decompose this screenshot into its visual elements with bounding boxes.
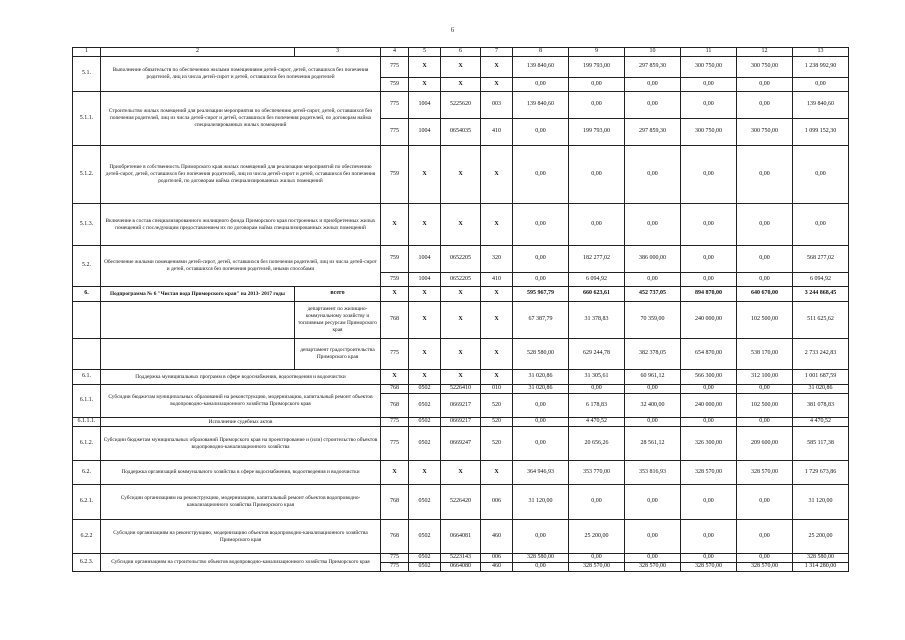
table-cell: X	[481, 302, 513, 339]
table-body	[73, 57, 849, 572]
table-row	[73, 246, 849, 273]
table-cell: 1 238 992,90	[793, 57, 849, 78]
table-cell: 328 570,00	[681, 563, 737, 572]
table-cell: 25 200,00	[569, 520, 625, 554]
table-cell: 1 001 687,59	[793, 370, 849, 385]
table-cell: 759	[381, 273, 409, 287]
table-cell: 0,00	[569, 204, 625, 246]
table-cell: X	[409, 57, 441, 78]
table-cell: 775	[381, 57, 409, 78]
table-row	[73, 461, 849, 485]
table-cell: 0669217	[441, 394, 481, 418]
table-cell: 0,00	[625, 146, 681, 204]
table-cell: X	[441, 204, 481, 246]
table-cell: 1004	[409, 119, 441, 146]
table-cell: 0502	[409, 394, 441, 418]
table-cell: Исполнение судебных актов	[101, 418, 381, 427]
table-cell: 3 244 868,45	[793, 287, 849, 302]
table-cell: 300 750,00	[681, 57, 737, 78]
table-cell: 0,00	[513, 563, 569, 572]
table-cell: 6.1.2.	[73, 427, 101, 461]
table-cell: 768	[381, 394, 409, 418]
table-cell: 640 670,00	[737, 287, 793, 302]
table-cell: 520	[481, 427, 513, 461]
table-row	[73, 427, 849, 461]
table-cell	[101, 339, 295, 370]
table-cell: 1004	[409, 92, 441, 119]
table-cell: 5225620	[441, 92, 481, 119]
table-cell: всего	[295, 287, 381, 302]
table-cell: X	[409, 78, 441, 92]
table-cell: X	[441, 287, 481, 302]
table-cell: 410	[481, 119, 513, 146]
column-number: 4	[381, 48, 409, 57]
table-cell: 0,00	[513, 246, 569, 273]
table-cell: 768	[381, 385, 409, 394]
table-cell: 199 793,00	[569, 119, 625, 146]
table-cell: 6.2.	[73, 461, 101, 485]
table-cell: X	[409, 339, 441, 370]
table-cell: 0,00	[737, 520, 793, 554]
table-cell: Субсидии организациям на реконструкцию, модернизацию, капитальный ремонт объектов водопроводно-канализационного хозяйства Приморского края	[101, 485, 381, 520]
table-cell: 0,00	[737, 246, 793, 273]
table-cell: 0,00	[737, 485, 793, 520]
table-cell: 775	[381, 554, 409, 563]
table-cell: X	[481, 461, 513, 485]
table-cell: 328 570,00	[737, 461, 793, 485]
table-cell: 0502	[409, 418, 441, 427]
table-cell: 1 099 152,30	[793, 119, 849, 146]
table-cell: 31 305,61	[569, 370, 625, 385]
table-cell: 5223143	[441, 554, 481, 563]
table-row	[73, 418, 849, 427]
table-cell: 328 580,00	[513, 554, 569, 563]
table-cell: 759	[381, 78, 409, 92]
table-cell: 60 961,12	[625, 370, 681, 385]
table-row	[73, 520, 849, 554]
column-number: 11	[681, 48, 737, 57]
table-cell: 32 400,00	[625, 394, 681, 418]
table-cell: 20 656,26	[569, 427, 625, 461]
table-cell: 566 300,00	[681, 370, 737, 385]
table-cell: 0502	[409, 554, 441, 563]
table-cell: 0,00	[513, 204, 569, 246]
table-cell: X	[441, 461, 481, 485]
table-cell: 139 840,60	[513, 57, 569, 78]
table-cell: 0,00	[569, 78, 625, 92]
table-cell: 759	[381, 146, 409, 204]
table-cell: 0502	[409, 427, 441, 461]
table-cell: 312 100,00	[737, 370, 793, 385]
table-row	[73, 92, 849, 119]
table-cell: 410	[481, 273, 513, 287]
table-cell: 003	[481, 92, 513, 119]
table-cell: 0,00	[737, 146, 793, 204]
column-number: 10	[625, 48, 681, 57]
table-cell: 0,00	[681, 204, 737, 246]
table-cell: Подпрограмма № 6 "Чистая вода Приморского края" на 2013- 2017 годы	[101, 287, 295, 302]
column-number: 6	[441, 48, 481, 57]
table-cell: 328 570,00	[737, 563, 793, 572]
column-number: 5	[409, 48, 441, 57]
table-cell: 1 314 280,00	[793, 563, 849, 572]
table-cell: 568 277,02	[793, 246, 849, 273]
table-cell: 595 967,79	[513, 287, 569, 302]
table-cell: 297 859,30	[625, 119, 681, 146]
table-cell: X	[441, 57, 481, 78]
table-cell: Строительство жилых помещений для реализации мероприятия по обеспечению детей-сирот, детей, оставшихся без попечения родителей, лиц из числа детей-сирот и детей, оставшихся без попечения родителей, по договорам найма специализированных жилых помещений	[101, 92, 381, 146]
column-number-row	[73, 48, 849, 57]
table-cell: 0,00	[737, 385, 793, 394]
table-cell: 0,00	[569, 385, 625, 394]
table-cell: X	[481, 78, 513, 92]
table-cell: 0,00	[681, 246, 737, 273]
table-cell: X	[481, 339, 513, 370]
table-cell: 0,00	[793, 146, 849, 204]
table-cell: 0664081	[441, 520, 481, 554]
table-cell: 0,00	[513, 427, 569, 461]
table-cell: X	[441, 146, 481, 204]
table-cell: 209 600,00	[737, 427, 793, 461]
table-cell: 4 470,52	[793, 418, 849, 427]
table-cell: 520	[481, 418, 513, 427]
table-cell: 0,00	[513, 146, 569, 204]
table-cell: 654 870,00	[681, 339, 737, 370]
table-cell: 0,00	[681, 146, 737, 204]
table-cell: 0664080	[441, 563, 481, 572]
table-cell: 31 020,86	[513, 370, 569, 385]
table-cell: 297 859,30	[625, 57, 681, 78]
table-cell: X	[381, 204, 409, 246]
table-cell: 0,00	[513, 273, 569, 287]
table-cell: 759	[381, 246, 409, 273]
table-cell: 520	[481, 394, 513, 418]
table-cell: 006	[481, 485, 513, 520]
table-cell: 320	[481, 246, 513, 273]
table-cell: 1004	[409, 246, 441, 273]
table-cell: 0652205	[441, 246, 481, 273]
table-cell: 0669217	[441, 418, 481, 427]
table-cell: 0,00	[681, 273, 737, 287]
column-number: 2	[101, 48, 295, 57]
table-cell: 629 244,78	[569, 339, 625, 370]
table-cell: 139 840,60	[513, 92, 569, 119]
table-cell: 1 729 673,86	[793, 461, 849, 485]
table-cell: 6.1.	[73, 370, 101, 385]
table-cell: 460	[481, 520, 513, 554]
table-cell: 0,00	[625, 273, 681, 287]
table-cell: 0,00	[681, 554, 737, 563]
table-cell: 0502	[409, 485, 441, 520]
table-cell: 775	[381, 418, 409, 427]
table-cell: 0,00	[681, 385, 737, 394]
table-cell: 328 570,00	[625, 563, 681, 572]
table-cell: 0,00	[681, 78, 737, 92]
table-cell: 660 623,61	[569, 287, 625, 302]
table-cell: 0,00	[569, 485, 625, 520]
table-cell: 6.1.1.	[73, 385, 101, 418]
table-row	[73, 339, 849, 370]
table-cell: 240 000,00	[681, 394, 737, 418]
table-row	[73, 485, 849, 520]
table-cell: 775	[381, 563, 409, 572]
table-row	[73, 146, 849, 204]
table-cell: X	[441, 78, 481, 92]
table-cell: 5226410	[441, 385, 481, 394]
table-cell: 768	[381, 302, 409, 339]
table-cell: Субсидии организациям на строительство объектов водопроводно-канализационного хозяйства Приморского края	[101, 554, 381, 572]
table-cell: 382 378,05	[625, 339, 681, 370]
table-cell: 300 750,00	[737, 119, 793, 146]
table-cell: 139 840,60	[793, 92, 849, 119]
table-cell: 5.1.3.	[73, 204, 101, 246]
table-cell: X	[409, 146, 441, 204]
table-cell: 0,00	[737, 204, 793, 246]
table-cell: X	[409, 204, 441, 246]
table-cell: 2 733 242,83	[793, 339, 849, 370]
table-cell: 6.2.1.	[73, 485, 101, 520]
table-cell: X	[409, 370, 441, 385]
table-cell: 585 117,38	[793, 427, 849, 461]
table-cell: 102 500,00	[737, 394, 793, 418]
table-cell: 25 200,00	[793, 520, 849, 554]
table-cell: 0,00	[625, 92, 681, 119]
table-cell: департамент по жилищно-коммунальному хозяйству и топливным ресурсам Приморского края	[295, 302, 381, 339]
table-cell: 31 120,00	[513, 485, 569, 520]
table-cell: 1004	[409, 273, 441, 287]
table-cell: 102 500,00	[737, 302, 793, 339]
table-cell: 70 359,00	[625, 302, 681, 339]
table-row	[73, 287, 849, 302]
table-cell: 0,00	[569, 92, 625, 119]
table-cell: 328 570,00	[681, 461, 737, 485]
table-cell: 300 750,00	[681, 119, 737, 146]
table-cell: X	[441, 302, 481, 339]
table-cell: 5226420	[441, 485, 481, 520]
table-cell: 0,00	[625, 385, 681, 394]
table-cell: Обеспечение жилыми помещениями детей-сирот, детей, оставшихся без попечения родителей, лиц из числа детей-сирот и детей, оставшихся без попечения родителей, иными способами	[101, 246, 381, 287]
table-row	[73, 302, 849, 339]
table-cell: 4 470,52	[569, 418, 625, 427]
table-cell: 6 094,92	[793, 273, 849, 287]
table-cell: 326 300,00	[681, 427, 737, 461]
table-cell: 768	[381, 520, 409, 554]
table-cell: 775	[381, 92, 409, 119]
table-cell: Приобретение в собственность Приморского края жилых помещений для реализации мероприятий по обеспечению детей-сирот, детей, оставшихся без попечения родителей, лиц из числа детей-сирот и детей, оставшихся без попечения родителей, по договорам найма специализированных жилых помещений	[101, 146, 381, 204]
table-cell: 28 561,12	[625, 427, 681, 461]
table-row	[73, 204, 849, 246]
table-cell: 0502	[409, 563, 441, 572]
table-cell: 0,00	[793, 78, 849, 92]
table-cell: 0,00	[625, 78, 681, 92]
table-cell: 0,00	[737, 418, 793, 427]
table-cell: X	[409, 287, 441, 302]
table-cell: 0502	[409, 520, 441, 554]
table-cell: X	[409, 302, 441, 339]
column-number: 9	[569, 48, 625, 57]
table-cell: 006	[481, 554, 513, 563]
table-cell: Поддержка муниципальных программ в сфере водоснабжения, водоотведения и водоочистки	[101, 370, 381, 385]
table-cell: X	[409, 461, 441, 485]
table-cell: 0654035	[441, 119, 481, 146]
table-cell: 0,00	[681, 520, 737, 554]
table-cell: 0,00	[625, 204, 681, 246]
table-cell: X	[441, 339, 481, 370]
table-cell: 5.1.	[73, 57, 101, 92]
table-cell: 511 625,62	[793, 302, 849, 339]
table-cell: X	[381, 461, 409, 485]
table-cell: 31 120,00	[793, 485, 849, 520]
table-cell: 0,00	[625, 520, 681, 554]
table-cell: 67 387,79	[513, 302, 569, 339]
table-cell: 775	[381, 427, 409, 461]
table-row	[73, 554, 849, 563]
table-cell: 328 570,00	[569, 563, 625, 572]
table-cell: 0,00	[513, 520, 569, 554]
table-cell: 0,00	[513, 78, 569, 92]
column-number: 1	[73, 48, 101, 57]
table-cell: 6.	[73, 287, 101, 302]
table-cell: 775	[381, 339, 409, 370]
table-cell: X	[481, 287, 513, 302]
table-cell: 894 870,00	[681, 287, 737, 302]
table-row	[73, 385, 849, 394]
table-cell: 386 000,00	[625, 246, 681, 273]
table-cell: X	[381, 370, 409, 385]
table-cell: 381 078,83	[793, 394, 849, 418]
table-cell: 0,00	[513, 418, 569, 427]
table-cell: X	[441, 370, 481, 385]
table-cell: 0,00	[513, 394, 569, 418]
table-cell: X	[481, 204, 513, 246]
table-cell: 010	[481, 385, 513, 394]
table-cell: 5.1.2.	[73, 146, 101, 204]
table-cell: 199 793,00	[569, 57, 625, 78]
table-cell: 528 580,00	[513, 339, 569, 370]
budget-table	[72, 47, 849, 572]
table-cell: 0,00	[737, 554, 793, 563]
table-cell: 6.2.2	[73, 520, 101, 554]
table-cell: 0,00	[625, 485, 681, 520]
table-cell: 0,00	[569, 554, 625, 563]
table-cell: 353 770,00	[569, 461, 625, 485]
table-cell: 0502	[409, 385, 441, 394]
table-row	[73, 370, 849, 385]
table-cell: 0,00	[681, 418, 737, 427]
table-cell: 538 170,00	[737, 339, 793, 370]
table-cell: 0,00	[625, 418, 681, 427]
table-cell: 0,00	[513, 119, 569, 146]
table-cell: 5.1.1.	[73, 92, 101, 146]
table-cell: 0652205	[441, 273, 481, 287]
table-cell: 0,00	[737, 92, 793, 119]
column-number: 3	[295, 48, 381, 57]
table-cell: 364 946,93	[513, 461, 569, 485]
table-cell: 6 178,83	[569, 394, 625, 418]
table-cell: 31 378,83	[569, 302, 625, 339]
table-cell: 5.2.	[73, 246, 101, 287]
table-cell: Поддержка организаций коммунального хозяйства в сфере водоснабжения, водоотведения и водоочистки	[101, 461, 381, 485]
table-cell: 452 737,05	[625, 287, 681, 302]
table-cell: Включение в состав специализированного жилищного фонда Приморского края построенных и приобретенных жилых помещений с последующим предоставлением их по договорам найма специализированных жилых помещений	[101, 204, 381, 246]
table-cell	[73, 302, 101, 339]
table-cell: 353 816,93	[625, 461, 681, 485]
table-cell: 6 094,92	[569, 273, 625, 287]
table-cell: 0,00	[681, 485, 737, 520]
table-row	[73, 57, 849, 78]
table-cell: 6.2.3.	[73, 554, 101, 572]
table-cell: 6.1.1.1.	[73, 418, 101, 427]
table-cell: 31 020,86	[513, 385, 569, 394]
table-cell: X	[481, 57, 513, 78]
table-cell: департамент градостроительства Приморского края	[295, 339, 381, 370]
table-cell: 768	[381, 485, 409, 520]
table-cell: 0,00	[737, 78, 793, 92]
table-cell: X	[481, 146, 513, 204]
table-cell: 328 580,00	[793, 554, 849, 563]
table-cell: 0,00	[737, 273, 793, 287]
page-number: 6	[450, 26, 455, 34]
table-cell: 0669247	[441, 427, 481, 461]
table-cell: 0,00	[793, 204, 849, 246]
table-cell: Выполнение обязательств по обеспечению жилыми помещениями детей-сирот, детей, оставшихся без попечения родителей, лиц из числа детей-сирот и детей, оставшихся без попечения родителей	[101, 57, 381, 92]
table-cell: X	[481, 370, 513, 385]
column-number: 8	[513, 48, 569, 57]
column-number: 7	[481, 48, 513, 57]
table-cell	[73, 339, 101, 370]
table-cell: 0,00	[681, 92, 737, 119]
table-cell: 775	[381, 119, 409, 146]
table-cell: X	[381, 287, 409, 302]
table-cell: 182 277,02	[569, 246, 625, 273]
table-cell: 300 750,00	[737, 57, 793, 78]
table-cell: 240 000,00	[681, 302, 737, 339]
table-cell: 460	[481, 563, 513, 572]
table-cell: Субсидии бюджетам муниципальных образований Приморского края на проектирование и (или) строительство объектов водопроводно-канализационного хозяйства	[101, 427, 381, 461]
column-number: 12	[737, 48, 793, 57]
table-cell: 31 020,86	[793, 385, 849, 394]
table-cell	[101, 302, 295, 339]
column-number: 13	[793, 48, 849, 57]
table-cell: 0,00	[569, 146, 625, 204]
table-cell: Субсидии бюджетам муниципальных образований на реконструкцию, модернизацию, капитальный ремонт объектов водопроводно-канализационного хозяйства Приморского края	[101, 385, 381, 418]
table-cell: 0,00	[625, 554, 681, 563]
table-cell: Субсидии организациям на реконструкцию, модернизацию объектов водопроводно-канализационного хозяйства Приморского края	[101, 520, 381, 554]
